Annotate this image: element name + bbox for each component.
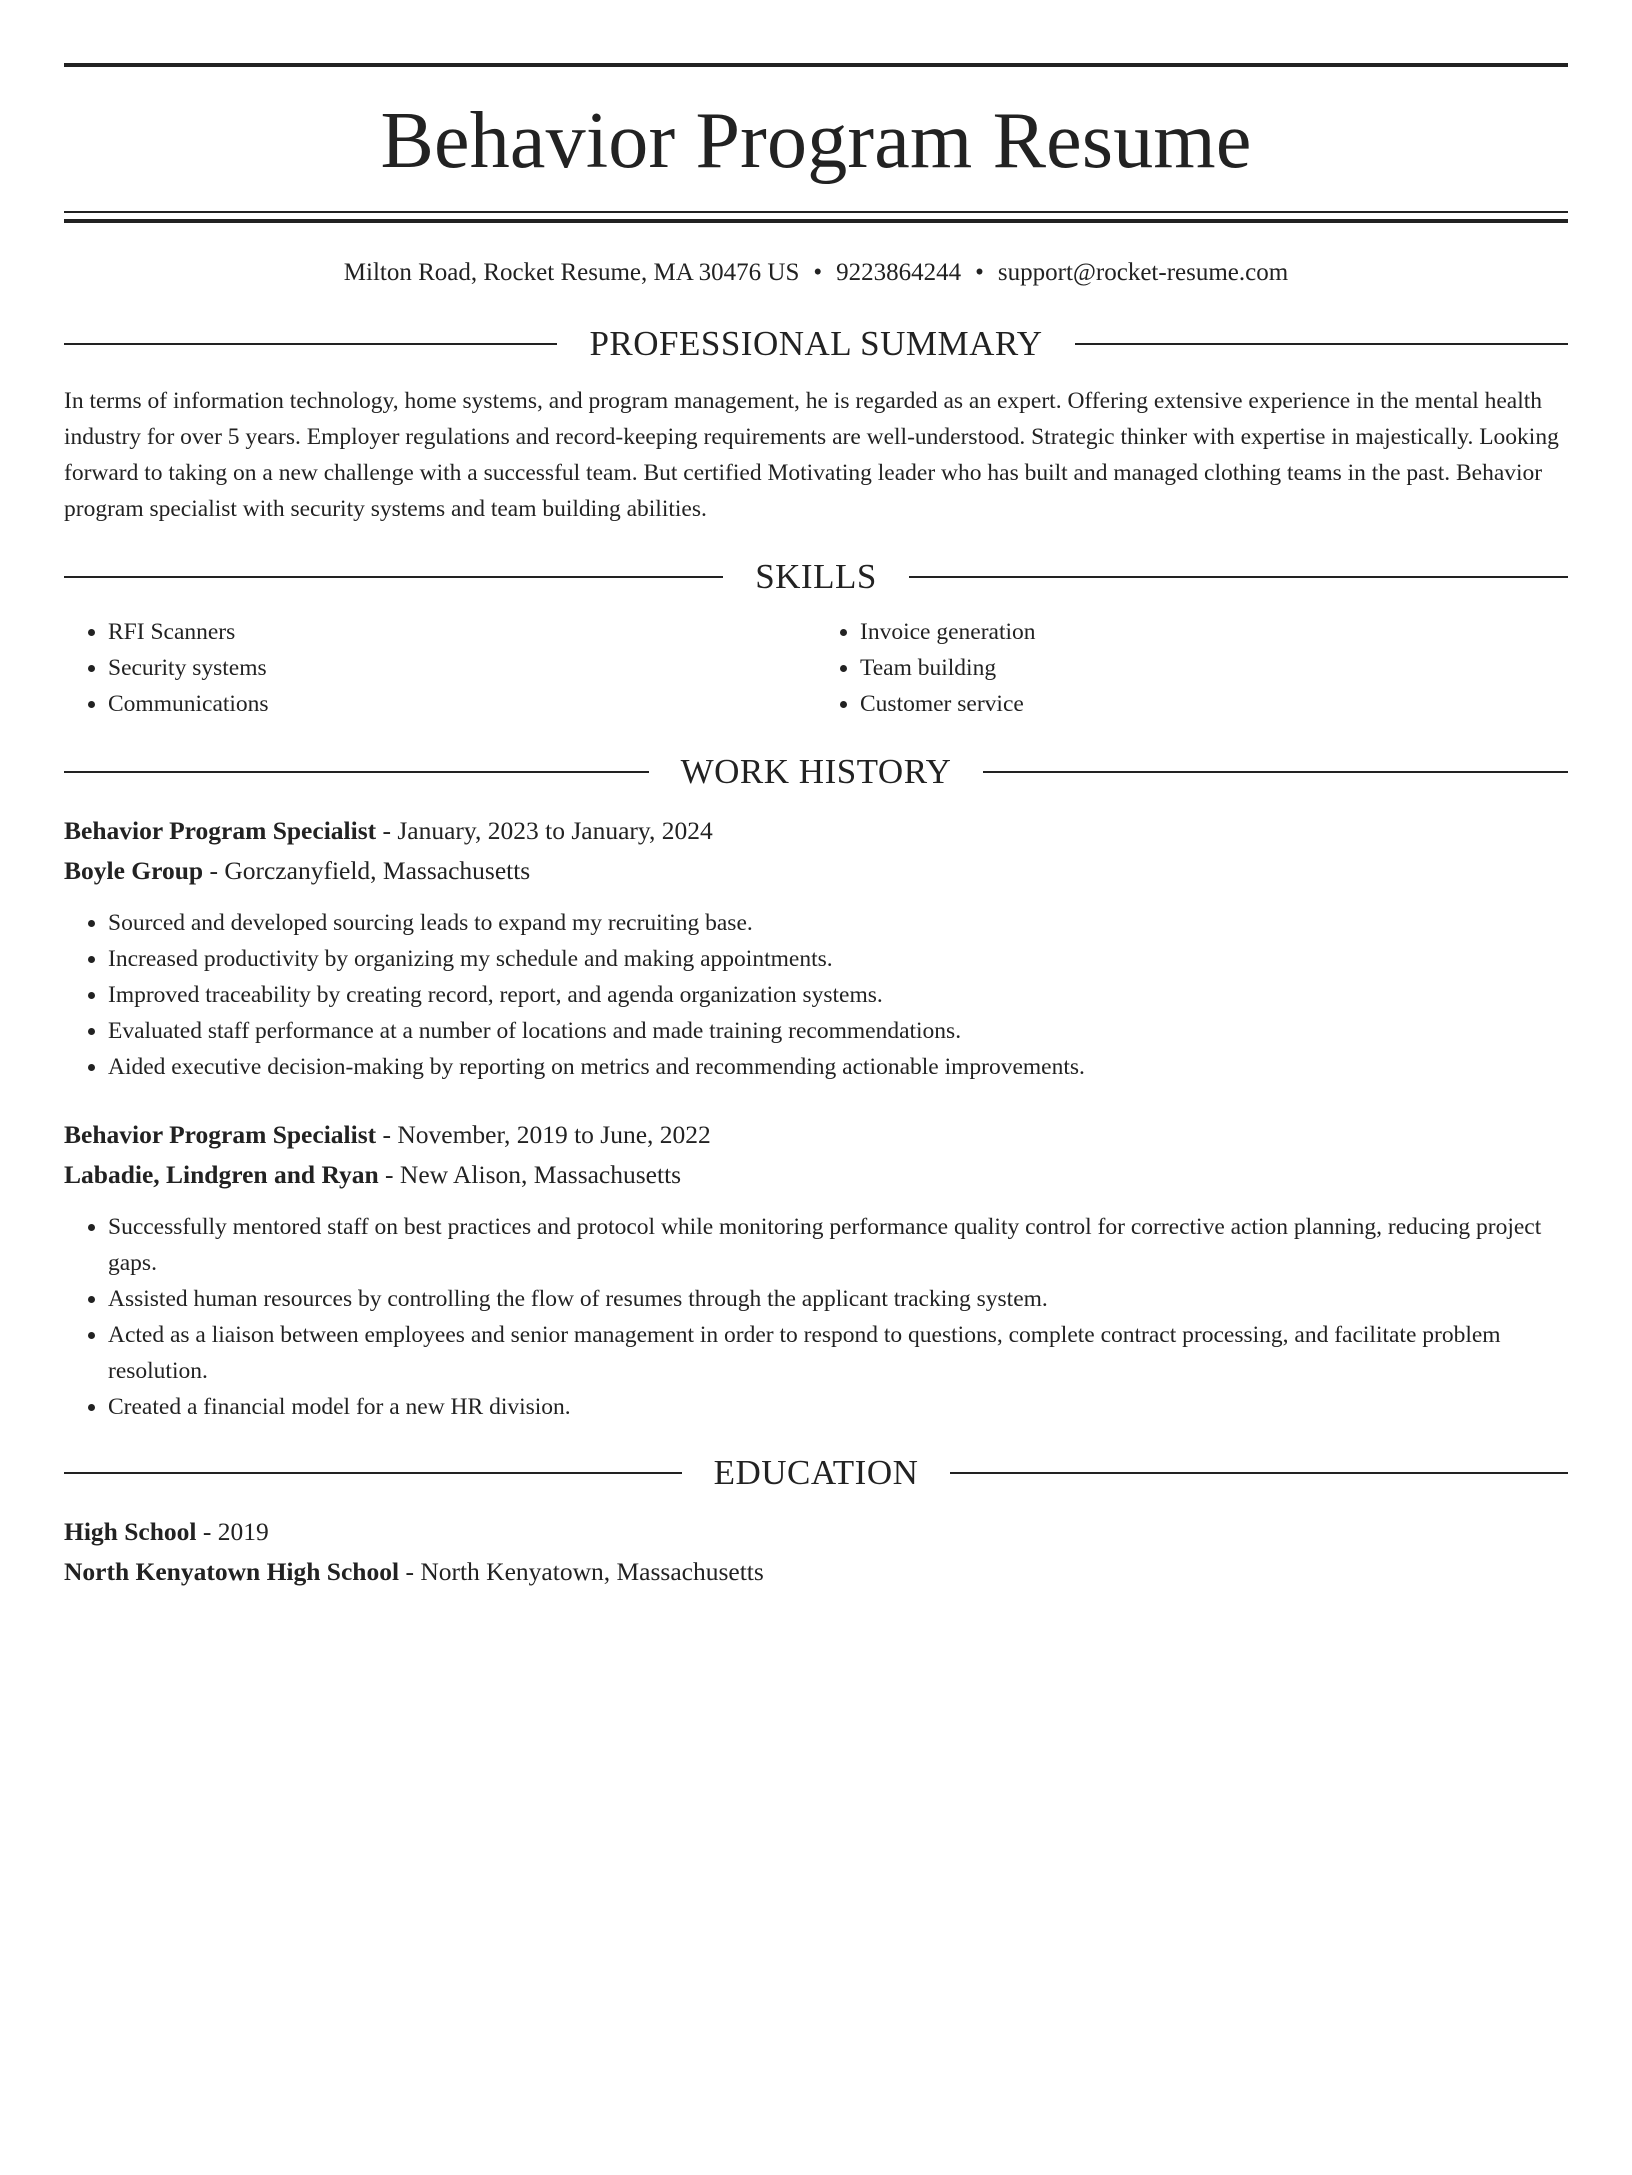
section-rule xyxy=(950,1472,1568,1474)
job-location: - New Alison, Massachusetts xyxy=(378,1160,682,1189)
section-title-work: WORK HISTORY xyxy=(680,752,952,791)
education-school: North Kenyatown High School xyxy=(64,1557,400,1586)
job-company: Boyle Group xyxy=(64,856,204,885)
summary-text: In terms of information technology, home systems, and program management, he is regarded as an expert. Offering extensive experience in the mental health industry for over 5 years. Employer regulations and record-keeping requirements are well-understood. Strategic thinker with expertise in majestically. Looking forward to taking on a new challenge with a successful team. But certified Motivating leader who has built and managed clothing teams in the past. Behavior program specialist with security systems and team building abilities. xyxy=(64,388,1559,522)
job-company: Labadie, Lindgren and Ryan xyxy=(64,1160,379,1189)
job-title-line xyxy=(64,1115,1568,1155)
skills-column-left xyxy=(64,614,816,722)
job-title: Behavior Program Specialist xyxy=(64,1120,377,1149)
job-location: - Gorczanyfield, Massachusetts xyxy=(203,856,531,885)
contact-email: support@rocket-resume.com xyxy=(997,259,1289,286)
section-header-summary xyxy=(64,326,1568,361)
contact-phone: 9223864244 xyxy=(836,259,962,286)
section-title-skills: SKILLS xyxy=(755,557,877,596)
job-title-line xyxy=(64,811,1568,851)
skill-item: • Customer service xyxy=(860,686,1568,722)
contact-separator: • xyxy=(813,259,823,286)
contact-address: Milton Road, Rocket Resume, MA 30476 US xyxy=(343,259,800,286)
job-dates: - January, 2023 to January, 2024 xyxy=(376,816,713,845)
section-rule xyxy=(64,771,649,773)
education-location: - North Kenyatown, Massachusetts xyxy=(399,1557,764,1586)
job-company-line xyxy=(64,851,1568,891)
job-bullets xyxy=(64,1209,1568,1425)
section-rule xyxy=(983,771,1568,773)
job-bullet: • Sourced and developed sourcing leads to expand my recruiting base. xyxy=(108,905,1568,941)
job-bullet: • Increased productivity by organizing my schedule and making appointments. xyxy=(108,941,1568,977)
top-rule xyxy=(64,63,1568,67)
job-bullet: • Assisted human resources by controlling the flow of resumes through the applicant tracking system. xyxy=(108,1281,1568,1317)
job-bullet: • Aided executive decision-making by reporting on metrics and recommending actionable improvements. xyxy=(108,1049,1568,1085)
job-entry xyxy=(64,1115,1568,1425)
section-title-summary: PROFESSIONAL SUMMARY xyxy=(589,324,1043,363)
skill-item: • Communications xyxy=(108,686,816,722)
contact-line xyxy=(64,258,1568,288)
education-degree: High School xyxy=(64,1517,197,1546)
skill-item: • Security systems xyxy=(108,650,816,686)
section-title-education: EDUCATION xyxy=(713,1453,919,1492)
section-header-education xyxy=(64,1455,1568,1490)
education-school-line xyxy=(64,1552,1568,1592)
section-rule xyxy=(64,576,723,578)
section-header-work xyxy=(64,754,1568,789)
section-rule xyxy=(1075,343,1568,345)
resume-title: Behavior Program Resume xyxy=(380,97,1252,185)
job-dates: - November, 2019 to June, 2022 xyxy=(376,1120,711,1149)
skills-column-right xyxy=(816,614,1568,722)
education-year: - 2019 xyxy=(196,1517,269,1546)
job-title: Behavior Program Specialist xyxy=(64,816,377,845)
job-bullet: • Evaluated staff performance at a number of locations and made training recommendations. xyxy=(108,1013,1568,1049)
job-bullet: • Improved traceability by creating record, report, and agenda organization systems. xyxy=(108,977,1568,1013)
job-company-line xyxy=(64,1155,1568,1195)
job-bullet: • Successfully mentored staff on best practices and protocol while monitoring performance quality control for corrective action planning, reducing project gaps. xyxy=(108,1209,1568,1281)
skill-item: • RFI Scanners xyxy=(108,614,816,650)
skill-item: • Invoice generation xyxy=(860,614,1568,650)
education-degree-line xyxy=(64,1512,1568,1552)
job-entry xyxy=(64,811,1568,1085)
section-rule xyxy=(64,343,557,345)
job-bullet: • Acted as a liaison between employees and senior management in order to respond to questions, complete contract processing, and facilitate problem resolution. xyxy=(108,1317,1568,1389)
education-entry xyxy=(64,1512,1568,1592)
skill-item: • Team building xyxy=(860,650,1568,686)
section-rule xyxy=(64,1472,682,1474)
skills-list xyxy=(64,614,1568,722)
section-header-skills xyxy=(64,559,1568,594)
contact-separator: • xyxy=(975,259,984,286)
section-rule xyxy=(909,576,1568,578)
job-bullet: • Created a financial model for a new HR division. xyxy=(108,1389,1568,1425)
title-double-rule xyxy=(64,211,1568,223)
resume-page xyxy=(0,63,1632,2175)
job-bullets xyxy=(64,905,1568,1085)
